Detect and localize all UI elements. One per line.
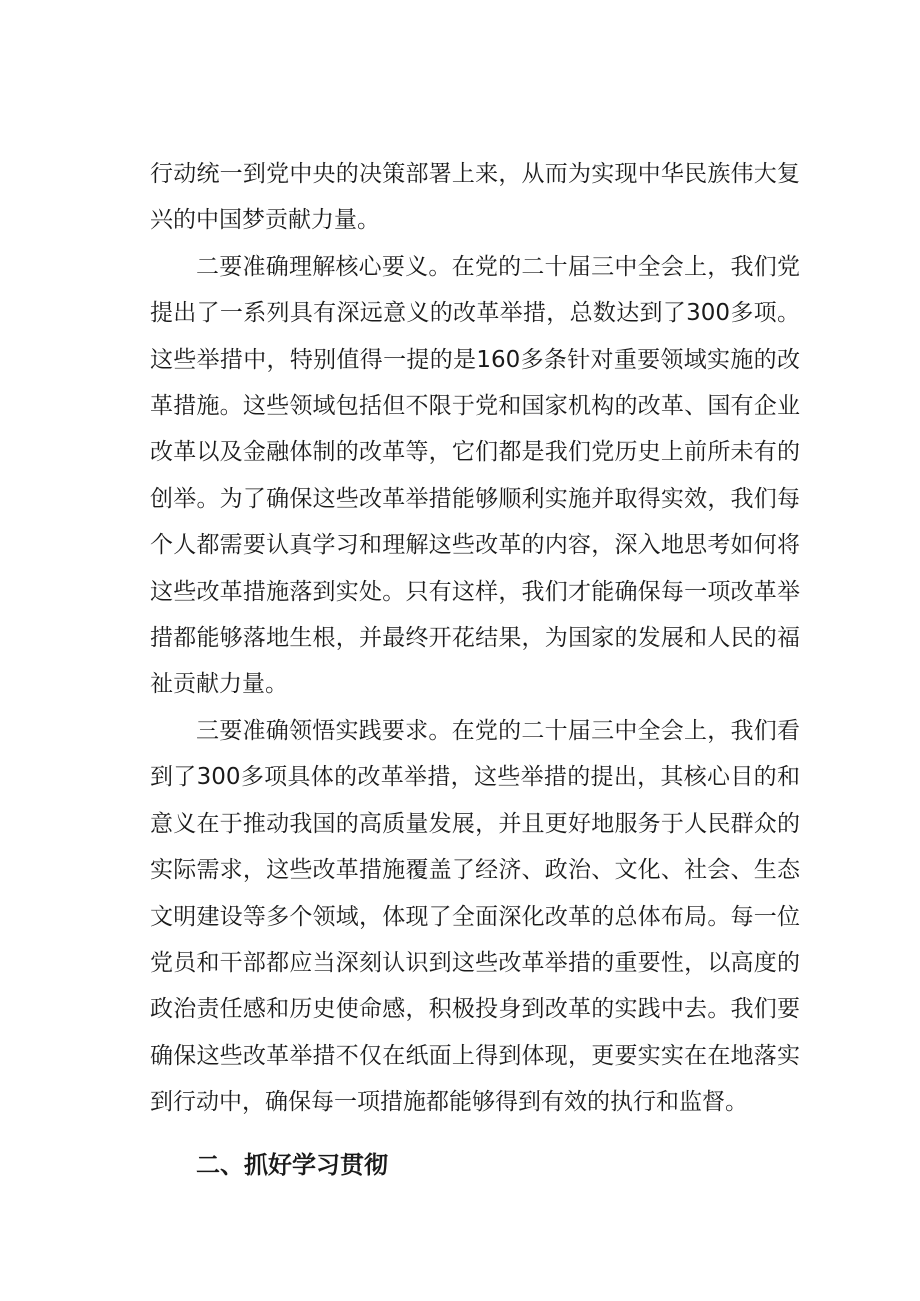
paragraph-core-meaning: 二要准确理解核心要义。在党的二十届三中全会上，我们党提出了一系列具有深远意义的改革举措，总数达到了300多项。这些举措中，特别值得一提的是160多条针对重要领域实施的改革措施。这些领域包括但不限于党和国家机构的改革、国有企业改革以及金融体制的改革等，它们都是我们党历史上前所未有的创举。为了确保这些改革举措能够顺利实施并取得实效，我们每个人都需要认真学习和理解这些改革的内容，深入地思考如何将这些改革措施落到实处。只有这样，我们才能确保每一项改革举措都能够落地生根，并最终开花结果，为国家的发展和人民的福祉贡献力量。 bbox=[150, 253, 800, 698]
paragraph-continuation: 行动统一到党中央的决策部署上来，从而为实现中华民族伟大复兴的中国梦贡献力量。 bbox=[150, 161, 800, 234]
section-heading: 二、抓好学习贯彻 bbox=[196, 1150, 388, 1179]
document-page bbox=[150, 151, 800, 1188]
paragraph-practice-requirements: 三要准确领悟实践要求。在党的二十届三中全会上，我们看到了300多项具体的改革举措，这些举措的提出，其核心目的和意义在于推动我国的高质量发展，并且更好地服务于人民群众的实际需求，这些改革措施覆盖了经济、政治、文化、社会、生态文明建设等多个领域，体现了全面深化改革的总体布局。每一位党员和干部都应当深刻认识到这些改革举措的重要性，以高度的政治责任感和历史使命感，积极投身到改革的实践中去。我们要确保这些改革举措不仅在纸面上得到体现，更要实实在在地落实到行动中，确保每一项措施都能够得到有效的执行和监督。 bbox=[150, 717, 800, 1116]
